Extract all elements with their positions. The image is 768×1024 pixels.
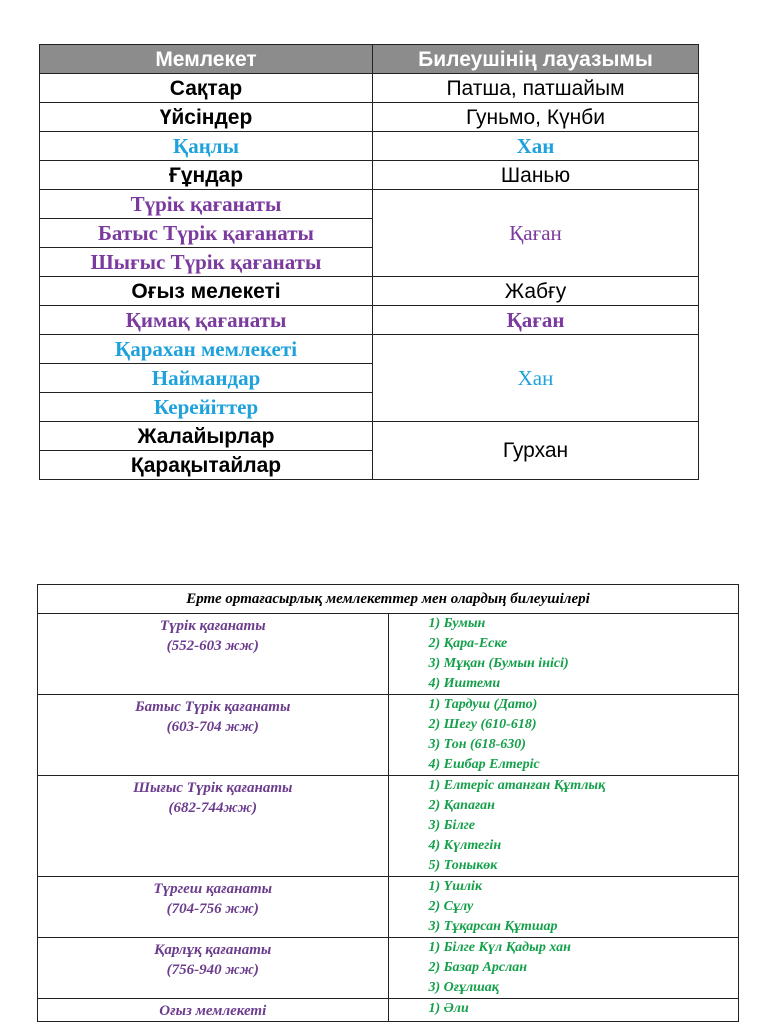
state-cell: Шығыс Түрік қағанаты xyxy=(40,248,373,277)
table-row xyxy=(38,938,739,999)
ruler-item: 3) Білге xyxy=(428,818,476,833)
rulers-cell xyxy=(388,695,739,776)
early-medieval-states-table xyxy=(37,584,739,1022)
table-row xyxy=(40,335,699,364)
state-cell xyxy=(38,614,389,695)
state-cell xyxy=(38,877,389,938)
rulers-cell xyxy=(388,999,739,1022)
table-row xyxy=(38,877,739,938)
ruler-item: 2) Базар Арслан xyxy=(428,960,528,975)
state-cell: Қимақ қағанаты xyxy=(40,306,373,335)
table-row xyxy=(40,190,699,219)
state-cell: Ғұндар xyxy=(40,161,373,190)
title-cell: Қаған xyxy=(373,306,699,335)
ruler-item: 2) Сұлу xyxy=(428,899,474,914)
title-cell-merged: Гурхан xyxy=(373,422,699,480)
ruler-item: 3) Оғұлшақ xyxy=(428,980,499,995)
state-name: Түрік қағанаты xyxy=(159,618,266,634)
ruler-item: 1) Бумын xyxy=(428,616,486,631)
table-row xyxy=(38,695,739,776)
table-row xyxy=(38,614,739,695)
ruler-item: 3) Тон (618-630) xyxy=(428,737,526,752)
state-cell xyxy=(38,999,389,1022)
ruler-item: 4) Иштеми xyxy=(428,676,501,691)
table-row xyxy=(40,74,699,103)
state-cell xyxy=(38,938,389,999)
state-cell: Үйсіндер xyxy=(40,103,373,132)
state-cell: Наймандар xyxy=(40,364,373,393)
state-cell: Батыс Түрік қағанаты xyxy=(40,219,373,248)
state-cell xyxy=(38,695,389,776)
state-years: (756-940 жж) xyxy=(166,962,259,978)
table-row xyxy=(38,999,739,1022)
state-years: (603-704 жж) xyxy=(166,719,259,735)
rulers-cell xyxy=(388,614,739,695)
ruler-item: 3) Мұқан (Бумын інісі) xyxy=(428,656,569,671)
table-row xyxy=(40,306,699,335)
title-cell: Гуньмо, Күнби xyxy=(373,103,699,132)
ruler-item: 2) Қара-Еске xyxy=(428,636,508,651)
state-cell: Сақтар xyxy=(40,74,373,103)
ruler-item: 4) Ешбар Елтеріс xyxy=(428,757,540,772)
ruler-item: 1) Үшлік xyxy=(428,879,483,894)
table-title-row xyxy=(38,585,739,614)
rulers-cell xyxy=(388,776,739,877)
ruler-item: 1) Білге Күл Қадыр хан xyxy=(428,940,571,955)
ruler-item: 1) Әли xyxy=(428,1001,469,1016)
title-cell-merged: Хан xyxy=(373,335,699,422)
ruler-item: 1) Елтеріс атанған Құтлық xyxy=(428,778,606,793)
state-cell: Оғыз мелекеті xyxy=(40,277,373,306)
table-row xyxy=(40,277,699,306)
ruler-item: 1) Тардуш (Дато) xyxy=(428,697,538,712)
state-cell: Қарахан мемлекеті xyxy=(40,335,373,364)
state-years: (552-603 жж) xyxy=(166,638,259,654)
table-row xyxy=(40,132,699,161)
column-header-title: Билеушінің лауазымы xyxy=(373,45,699,74)
table-row xyxy=(40,103,699,132)
ruler-item: 3) Тұқарсан Құтшар xyxy=(428,919,558,934)
state-years: (704-756 жж) xyxy=(166,901,259,917)
state-cell: Қаңлы xyxy=(40,132,373,161)
rulers-title-table xyxy=(39,44,699,480)
table-title: Ерте ортағасырлық мемлекеттер мен олардың билеушілері xyxy=(38,585,739,614)
state-cell: Түрік қағанаты xyxy=(40,190,373,219)
ruler-item: 5) Тоныкөк xyxy=(428,858,498,873)
state-name: Қарлұқ қағанаты xyxy=(154,942,272,958)
column-header-state: Мемлекет xyxy=(40,45,373,74)
table-row xyxy=(40,422,699,451)
ruler-item: 2) Шегу (610-618) xyxy=(428,717,537,732)
ruler-item: 4) Күлтегін xyxy=(428,838,502,853)
title-cell: Патша, патшайым xyxy=(373,74,699,103)
table-row xyxy=(40,161,699,190)
state-name: Батыс Түрік қағанаты xyxy=(135,699,291,715)
state-years: (682-744жж) xyxy=(168,800,258,816)
state-cell: Қарақытайлар xyxy=(40,451,373,480)
title-cell: Хан xyxy=(373,132,699,161)
state-name: Шығыс Түрік қағанаты xyxy=(133,780,293,796)
title-cell-merged: Қаған xyxy=(373,190,699,277)
table-header-row xyxy=(40,45,699,74)
state-name: Түргеш қағанаты xyxy=(153,881,273,897)
table-row xyxy=(38,776,739,877)
state-cell: Жалайырлар xyxy=(40,422,373,451)
rulers-cell xyxy=(388,938,739,999)
title-cell: Шанью xyxy=(373,161,699,190)
ruler-item: 2) Қапаған xyxy=(428,798,495,813)
state-cell: Керейіттер xyxy=(40,393,373,422)
state-name: Оғыз мемлекеті xyxy=(159,1003,267,1019)
title-cell: Жабғу xyxy=(373,277,699,306)
state-cell xyxy=(38,776,389,877)
rulers-cell xyxy=(388,877,739,938)
